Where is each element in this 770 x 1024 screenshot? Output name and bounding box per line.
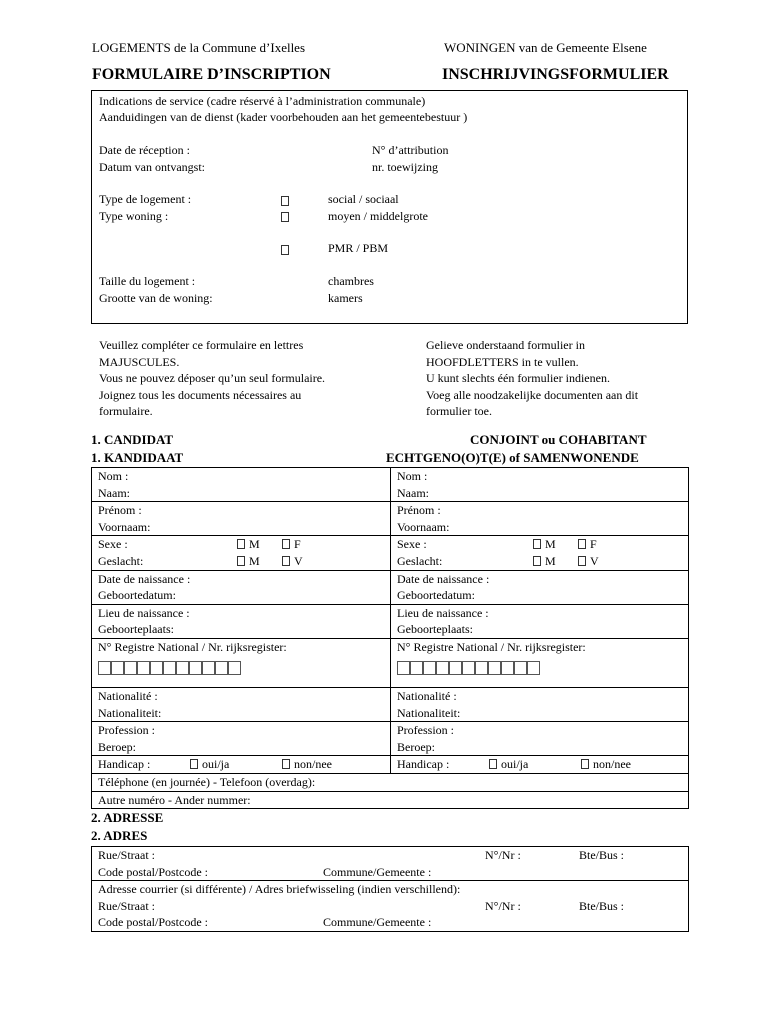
instructions-nl	[426, 337, 638, 420]
moyen-checkbox[interactable]	[281, 212, 289, 222]
address-table	[91, 846, 689, 932]
pmr-checkbox[interactable]	[281, 245, 289, 255]
candidate-table	[91, 467, 689, 809]
instr-fr-4: Joignez tous les documents nécessaires au	[99, 387, 302, 402]
row-adresse-courrier	[92, 881, 689, 932]
instr-nl-2: HOOFDLETTERS in te vullen.	[426, 354, 579, 369]
cand-naissance-cell[interactable]: Date de naissance : Geboortedatum:	[92, 570, 391, 604]
telephone-cell[interactable]: Téléphone (en journée) - Telefoon (overdag):	[92, 773, 689, 791]
adresse-cell[interactable]: Rue/Straat : N°/Nr : Bte/Bus : Code postal/Postcode : Commune/Gemeente :	[92, 847, 689, 881]
row-profession	[92, 722, 689, 756]
cand-registre-boxes[interactable]	[98, 661, 390, 680]
instr-fr-2: MAJUSCULES.	[99, 354, 180, 369]
cand-f-checkbox[interactable]	[282, 539, 290, 549]
partner-v-checkbox[interactable]	[578, 556, 586, 566]
partner-m-nl-checkbox[interactable]	[533, 556, 541, 566]
autre-numero-cell[interactable]: Autre numéro - Ander nummer:	[92, 791, 689, 809]
opt-social: social / sociaal	[328, 192, 399, 206]
attribution-nl: nr. toewijzing	[372, 160, 438, 174]
partner-title-nl: ECHTGENO(O)T(E) of SAMENWONENDE	[386, 450, 639, 465]
partner-handicap-oui-checkbox[interactable]	[489, 759, 497, 769]
instr-fr-1: Veuillez compléter ce formulaire en lettres	[99, 338, 304, 352]
cand-sexe-cell: Sexe : M F Geslacht: M V	[92, 536, 391, 570]
cand-handicap-oui-checkbox[interactable]	[190, 759, 198, 769]
opt-moyen: moyen / middelgrote	[328, 209, 428, 223]
cand-prenom-cell[interactable]: Prénom : Voornaam:	[92, 502, 391, 536]
row-nom	[92, 468, 689, 502]
adresse-courrier-cell[interactable]: Adresse courrier (si différente) / Adres briefwisseling (indien verschillend): Rue/Straat : N°/Nr : Bte/Bus : Code postal/Postcode : Commune/Gemeente :	[92, 881, 689, 932]
instr-nl-1: Gelieve onderstaand formulier in	[426, 338, 585, 352]
row-registre	[92, 638, 689, 687]
header-left-org: LOGEMENTS de la Commune d’Ixelles	[92, 40, 306, 55]
partner-registre-boxes[interactable]	[397, 661, 688, 680]
instructions-fr	[99, 337, 325, 420]
row-nationalite	[92, 687, 689, 721]
title-fr: FORMULAIRE D’INSCRIPTION	[92, 66, 331, 83]
instr-fr-5: formulaire.	[99, 404, 153, 418]
kamers: kamers	[328, 291, 363, 305]
partner-m-checkbox[interactable]	[533, 539, 541, 549]
taille-nl: Grootte van de woning:	[99, 291, 213, 305]
row-autre	[92, 791, 689, 809]
partner-handicap-non-checkbox[interactable]	[581, 759, 589, 769]
cand-handicap-non-checkbox[interactable]	[282, 759, 290, 769]
section2-title-fr: 2. ADRESSE	[91, 810, 164, 825]
cand-m-nl-checkbox[interactable]	[237, 556, 245, 566]
row-handicap	[92, 756, 689, 774]
row-sexe	[92, 536, 689, 570]
taille-fr: Taille du logement :	[99, 274, 196, 288]
section2-title-nl: 2. ADRES	[91, 828, 148, 843]
attribution-fr: N° d’attribution	[372, 143, 449, 157]
partner-lieu-cell[interactable]: Lieu de naissance : Geboorteplaats:	[391, 604, 689, 638]
cand-registre-cell[interactable]: N° Registre National / Nr. rijksregister:	[92, 638, 391, 687]
cand-profession-cell[interactable]: Profession : Beroep:	[92, 722, 391, 756]
partner-f-checkbox[interactable]	[578, 539, 586, 549]
title-nl: INSCHRIJVINGSFORMULIER	[442, 66, 669, 83]
partner-sexe-cell: Sexe : M F Geslacht: M V	[391, 536, 689, 570]
instr-nl-5: formulier toe.	[426, 404, 492, 418]
type-nl: Type woning :	[99, 209, 169, 223]
partner-nom-cell[interactable]: Nom : Naam:	[391, 468, 689, 502]
partner-handicap-cell: Handicap : oui/ja non/nee	[391, 756, 689, 774]
reception-fr: Date de réception :	[99, 143, 190, 157]
partner-naissance-cell[interactable]: Date de naissance : Geboortedatum:	[391, 570, 689, 604]
section1-title-fr: 1. CANDIDAT	[91, 432, 174, 447]
cand-lieu-cell[interactable]: Lieu de naissance : Geboorteplaats:	[92, 604, 391, 638]
partner-prenom-cell[interactable]: Prénom : Voornaam:	[391, 502, 689, 536]
social-checkbox[interactable]	[281, 196, 289, 206]
service-line1: Indications de service (cadre réservé à l’administration communale)	[99, 94, 426, 108]
row-lieu	[92, 604, 689, 638]
type-fr: Type de logement :	[99, 192, 192, 206]
row-naissance	[92, 570, 689, 604]
partner-profession-cell[interactable]: Profession : Beroep:	[391, 722, 689, 756]
partner-registre-cell[interactable]: N° Registre National / Nr. rijksregister:	[391, 638, 689, 687]
cand-handicap-cell: Handicap : oui/ja non/nee	[92, 756, 391, 774]
instr-nl-4: Voeg alle noodzakelijke documenten aan dit	[426, 387, 639, 402]
chambres: chambres	[328, 274, 374, 288]
instr-nl-3: U kunt slechts één formulier indienen.	[426, 371, 610, 385]
header-right-org: WONINGEN van de Gemeente Elsene	[444, 40, 647, 55]
cand-m-checkbox[interactable]	[237, 539, 245, 549]
cand-nom-cell[interactable]: Nom : Naam:	[92, 468, 391, 502]
cand-nationalite-cell[interactable]: Nationalité : Nationaliteit:	[92, 687, 391, 721]
row-adresse	[92, 847, 689, 881]
partner-nationalite-cell[interactable]: Nationalité : Nationaliteit:	[391, 687, 689, 721]
instr-fr-3: Vous ne pouvez déposer qu’un seul formulaire.	[99, 371, 326, 385]
section1-title-nl: 1. KANDIDAAT	[91, 450, 184, 465]
service-line2: Aanduidingen van de dienst (kader voorbehouden aan het gemeentebestuur )	[99, 110, 468, 124]
row-prenom	[92, 502, 689, 536]
opt-pmr: PMR / PBM	[328, 241, 389, 255]
reception-nl: Datum van ontvangst:	[99, 160, 205, 174]
partner-title-fr: CONJOINT ou COHABITANT	[470, 432, 647, 447]
row-telephone	[92, 773, 689, 791]
cand-v-checkbox[interactable]	[282, 556, 290, 566]
